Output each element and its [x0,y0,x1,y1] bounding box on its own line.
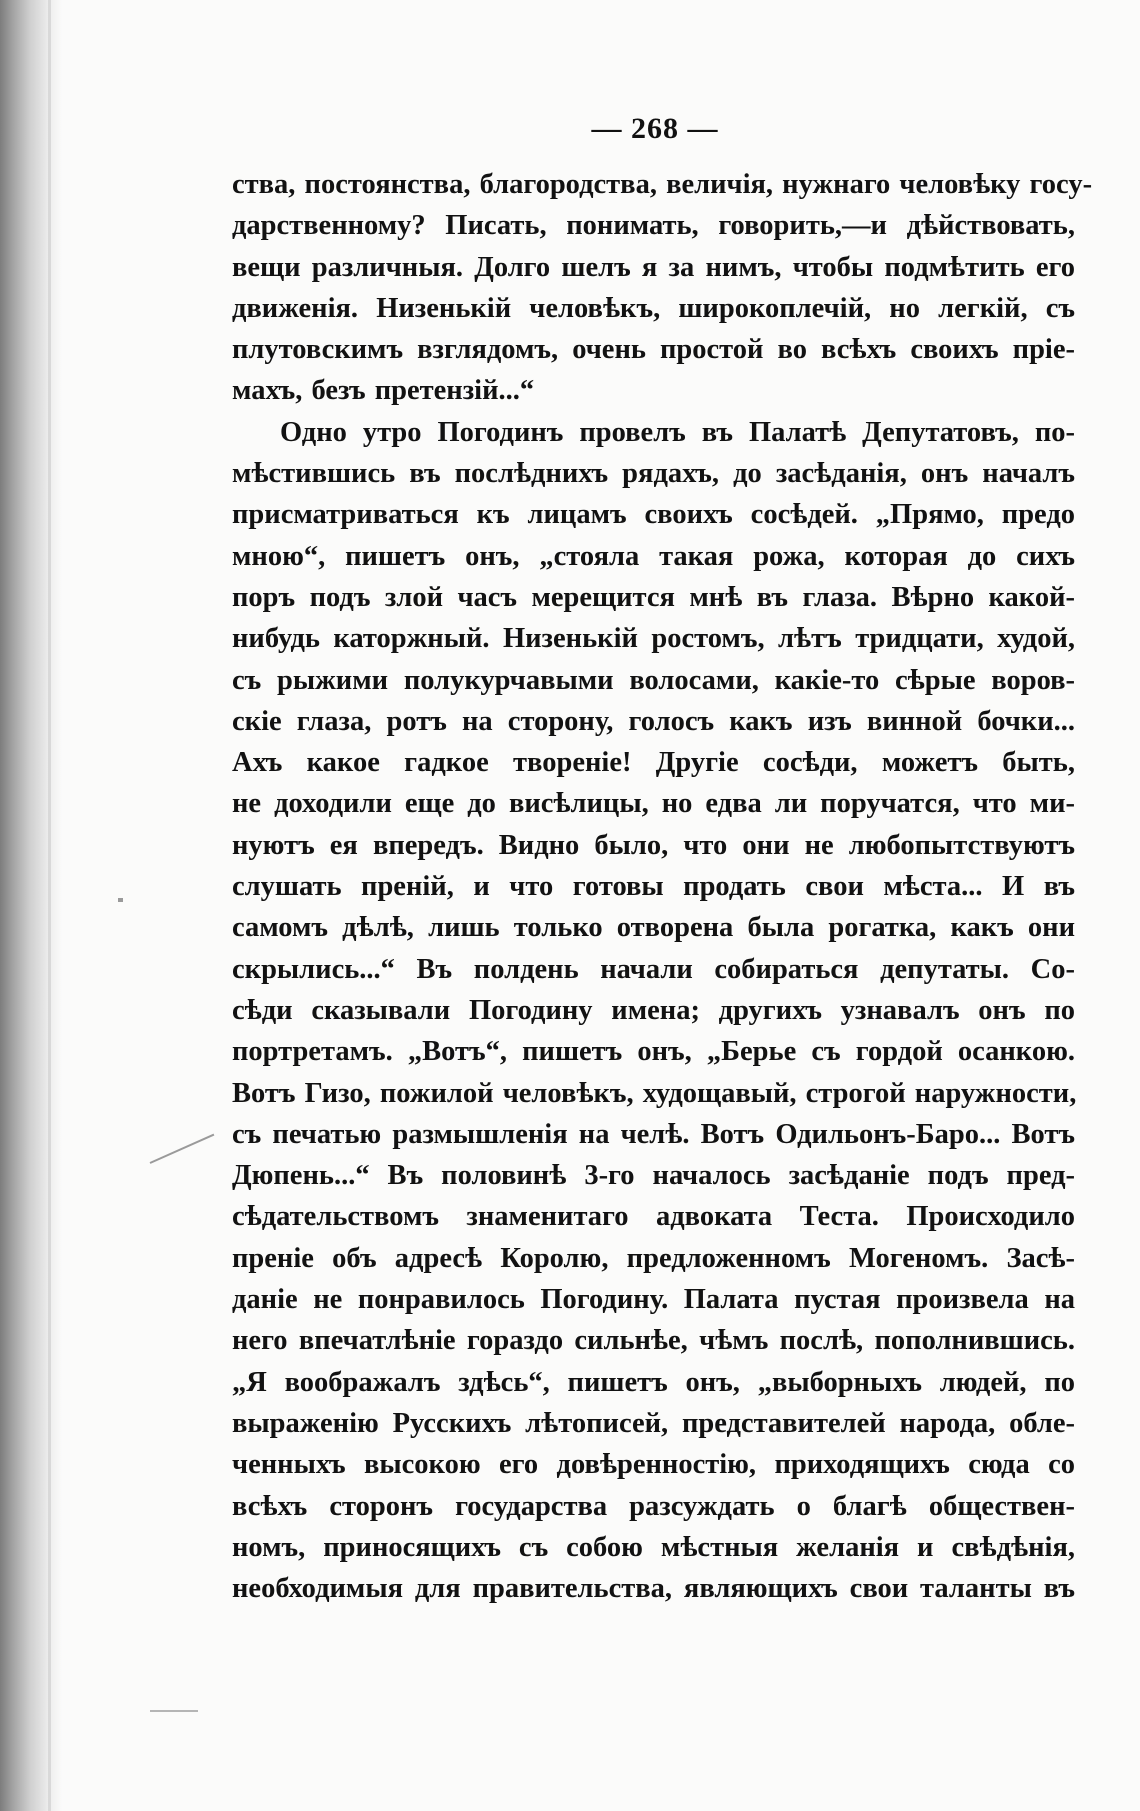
text-line: Одно утро Погодинъ провелъ въ Палатѣ Депутатовъ, по- [280,416,1075,448]
text-line: дарственному? Писать, понимать, говорить,—и дѣйствовать, [232,210,1075,242]
text-line: скіе глаза, ротъ на сторону, голосъ какъ изъ винной бочки... [232,705,1075,737]
page-number: — 268 — [591,112,719,145]
text-line: сѣдательствомъ знаменитаго адвоката Теста. Происходило [232,1201,1075,1233]
scan-mark [118,898,123,902]
text-line: слушать преній, и что готовы продать свои мѣста... И въ [232,871,1075,903]
scan-mark [150,1710,198,1712]
text-line: махъ, безъ претензій...“ [232,375,535,407]
text-line: выраженію Русскихъ лѣтописей, представителей народа, обле- [232,1407,1075,1439]
text-line: ства, постоянства, благородства, величія, нужнаго человѣку госу- [232,169,1093,200]
text-line: сѣди сказывали Погодину имена; другихъ узнавалъ онъ по [232,994,1075,1026]
text-line: даніе не понравилось Погодину. Палата пустая произвела на [232,1284,1075,1316]
text-line: Дюпень...“ Въ половинѣ 3-го началось засѣданіе подъ пред- [232,1160,1075,1192]
text-line: Вотъ Гизо, пожилой человѣкъ, худощавый, строгой наружности, [232,1077,1077,1109]
text-line: портретамъ. „Вотъ“, пишетъ онъ, „Берье съ гордой осанкою. [232,1036,1075,1068]
text-line: всѣхъ сторонъ государства разсуждать о благѣ обществен- [232,1490,1075,1522]
text-line: мною“, пишетъ онъ, „стояла такая рожа, которая до сихъ [232,540,1075,572]
text-line: ченныхъ высокою его довѣренностію, приходящихъ сюда со [232,1449,1075,1481]
text-line: вещи различныя. Долго шелъ я за нимъ, чтобы подмѣтить его [232,251,1075,283]
text-line: плутовскимъ взглядомъ, очень простой во всѣхъ своихъ пріе- [232,334,1075,366]
text-line: скрылись...“ Въ полдень начали собираться депутаты. Со- [232,953,1075,985]
text-line: номъ, приносящихъ съ собою мѣстныя желанія и свѣдѣнія, [232,1531,1075,1563]
text-line: него впечатлѣніе гораздо сильнѣе, чѣмъ послѣ, пополнившись. [232,1325,1075,1357]
text-line: съ печатью размышленія на челѣ. Вотъ Одильонъ-Баро... Вотъ [232,1118,1075,1150]
text-line: мѣстившись въ послѣднихъ рядахъ, до засѣданія, онъ началъ [232,458,1075,490]
text-line: Ахъ какое гадкое твореніе! Другіе сосѣди, можетъ быть, [232,747,1075,779]
page-spine-shadow [0,0,62,1811]
text-line: нибудь каторжный. Низенькій ростомъ, лѣтъ тридцати, худой, [232,623,1075,655]
text-line: необходимыя для правительства, являющихъ свои таланты въ [232,1573,1075,1605]
text-line: не доходили еще до висѣлицы, но едва ли поручатся, что ми- [232,788,1075,820]
text-line: преніе объ адресѣ Королю, предложенномъ Могеномъ. Засѣ- [232,1242,1075,1274]
body-text [232,164,1093,1609]
spine-fold-line [48,0,51,1811]
text-line: присматриваться къ лицамъ своихъ сосѣдей. „Прямо, предо [232,499,1075,531]
text-line: движенія. Низенькій человѣкъ, широкоплечій, но легкій, съ [232,292,1075,324]
text-line: поръ подъ злой часъ мерещится мнѣ въ глаза. Вѣрно какой- [232,581,1075,613]
scan-mark [150,1134,215,1164]
text-line: нуютъ ея впередъ. Видно было, что они не любопытствуютъ [232,829,1075,861]
text-line: „Я воображалъ здѣсь“, пишетъ онъ, „выборныхъ людей, по [232,1366,1075,1398]
text-line: съ рыжими полукурчавыми волосами, какіе-то сѣрые воров- [232,664,1075,696]
text-line: самомъ дѣлѣ, лишь только отворена была рогатка, какъ они [232,912,1075,944]
